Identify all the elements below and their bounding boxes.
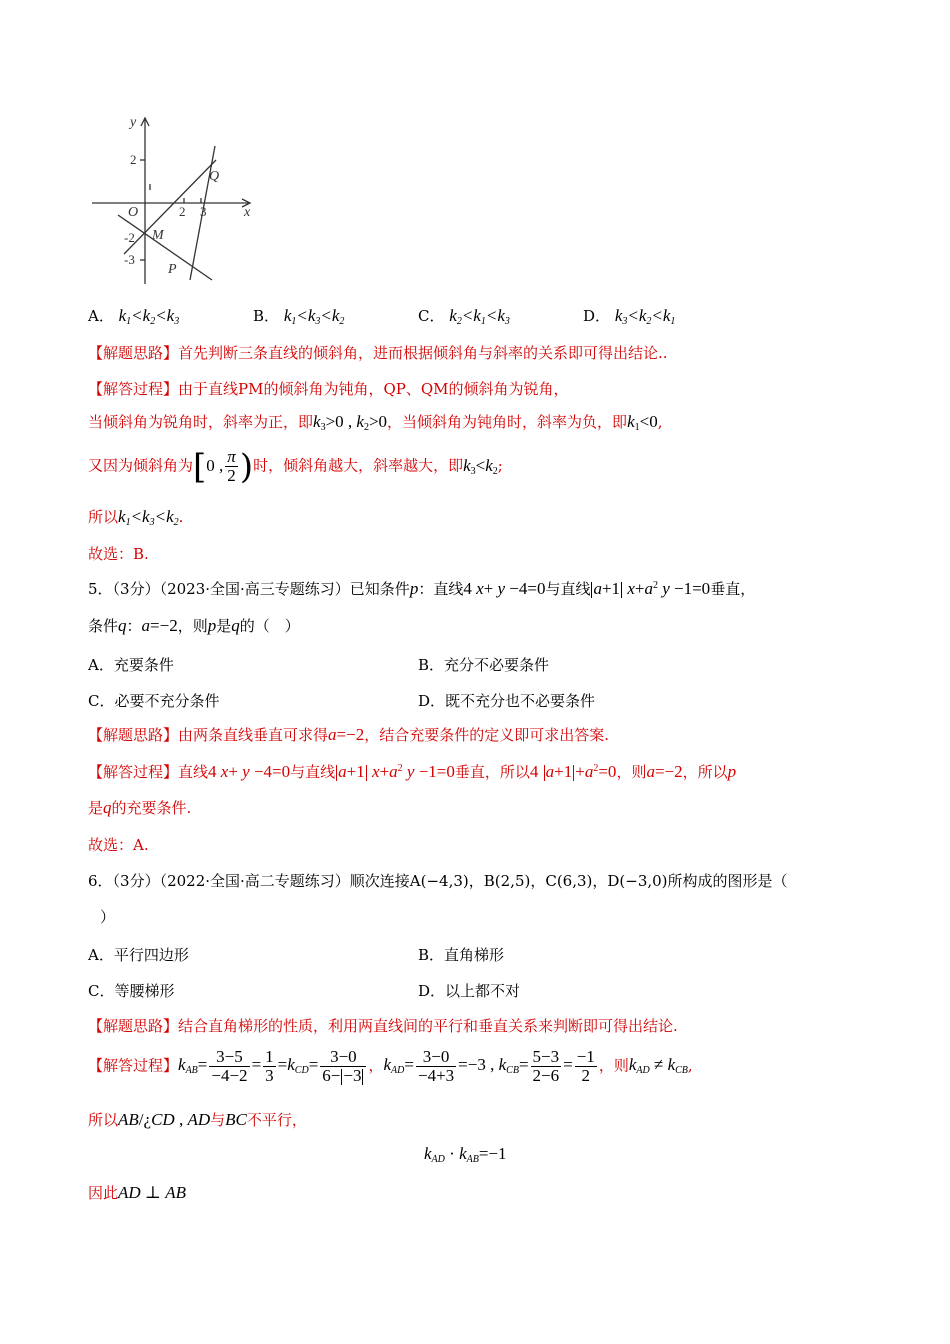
q4-option-c-letter: C． (418, 307, 445, 325)
q6-option-d-letter: D． (418, 982, 446, 1000)
q5-option-a-text: 充要条件 (113, 656, 174, 674)
q6-option-a-text: 平行四边形 (113, 946, 189, 964)
q5-option-c-letter: C． (88, 692, 115, 710)
tick-x-3: 3 (200, 204, 207, 219)
q4-option-b[interactable]: B． $k_1<k_3<k_2$ (253, 306, 345, 327)
q5-process-2: 是q的充要条件. (88, 798, 192, 817)
q5-option-a[interactable] (88, 654, 174, 675)
tick-y-minus-3: -3 (124, 252, 135, 267)
y-axis-label: y (130, 115, 137, 130)
q4-option-d-letter: D． (583, 307, 611, 325)
q4-option-b-letter: B． (253, 307, 280, 325)
q6-option-b[interactable] (418, 944, 504, 965)
q6-option-c[interactable] (88, 980, 175, 1001)
q5-stem-2: 条件q：a=−2，则p是q的（ ） (88, 616, 300, 635)
q5-option-b[interactable] (418, 654, 549, 675)
q6-option-b-letter: B． (418, 946, 445, 964)
q6-option-a[interactable] (88, 944, 189, 965)
q6-process-3: 因此AD ⊥ AB (88, 1183, 186, 1202)
q4-answer: 故选：B. (88, 545, 149, 563)
q6-stem-1: 6．（3分）（2022·全国·高二专题练习）顺次连接A(−4,3)，B(2,5)，C(6,3)，D(−3,0)所构成的图形是（ (88, 872, 788, 890)
coordinate-figure (88, 112, 268, 288)
point-m-label: M (152, 228, 164, 243)
q4-option-d[interactable]: D． $k_3<k_2<k_1$ (583, 306, 676, 327)
q4-process-2: 当倾斜角为锐角时，斜率为正，即$k_3>0$ , $k_2>0$，当倾斜角为钝角时，斜率为负，即$k_1<0$, (88, 412, 663, 433)
q6-equation: $k_{AD} \cdot k_{AB}=-1$ (424, 1144, 507, 1165)
q5-option-c[interactable] (88, 690, 220, 711)
q4-option-c[interactable]: C． $k_2<k_1<k_3$ (418, 306, 510, 327)
point-q-label: Q (209, 169, 220, 184)
q6-process-1: 【解答过程】$k_{AB}=$ $\frac{3-5}{-4-2}$ = $\frac{1}{3}$ $=k_{CD}=$ $\frac{3-0}{6- -3}$ ，$k_{AD}=$ $\frac{3-0}{-4+3}$ =−3 , $k_{CB}=$ $\frac{5-3}{2-6}$ = $\frac{-1}{2}$ ，则$k_{AD} \ne k_{CB}$, (88, 1047, 693, 1086)
tick-y-2: 2 (130, 152, 137, 167)
origin-label: O (128, 205, 139, 220)
q5-option-a-letter: A． (88, 656, 114, 674)
q5-option-b-text: 充分不必要条件 (444, 656, 550, 674)
q6-stem-2: ） (100, 908, 116, 926)
q4-option-a[interactable]: A． $k_1<k_2<k_3$ (88, 306, 180, 327)
q6-option-c-text: 等腰梯形 (114, 982, 175, 1000)
q6-option-c-letter: C． (88, 982, 115, 1000)
q6-idea: 【解题思路】结合直角梯形的性质，利用两直线间的平行和垂直关系来判断即可得出结论. (88, 1017, 678, 1035)
q5-stem-1: 5．（3分）（2023·全国·高三专题练习）已知条件p：直线4 x+ y −4=0与直线 a+1 $x+a^2$ y −1=0垂直， (88, 579, 756, 598)
q5-answer: 故选：A. (88, 836, 149, 854)
q5-option-d-text: 既不充分也不必要条件 (445, 692, 596, 710)
point-p-label: P (168, 262, 177, 277)
q6-option-d-text: 以上都不对 (445, 982, 521, 1000)
x-axis-label: x (244, 205, 251, 220)
q6-option-a-letter: A． (88, 946, 114, 964)
q4-process-3: 又因为倾斜角为[0 , $\frac{\pi}{2}$ )时，倾斜角越大，斜率越大，即$k_3<k_2$; (88, 446, 503, 487)
q5-option-b-letter: B． (418, 656, 445, 674)
q6-process-2: 所以AB/¿CD , AD与BC不平行， (88, 1110, 307, 1129)
q4-process-4: 所以$k_1<k_3<k_2$. (88, 507, 184, 528)
q5-process-1: 【解答过程】直线4 x+ y −4=0与直线 a+1 $x+a^2$ y −1=0垂直，所以4 $a+1 +a^2=0$，则a=−2，所以p (88, 762, 737, 781)
q5-option-d[interactable] (418, 690, 595, 711)
q5-option-d-letter: D． (418, 692, 446, 710)
tick-y-minus-2: -2 (124, 230, 135, 245)
tick-x-2: 2 (179, 204, 186, 219)
q5-option-c-text: 必要不充分条件 (114, 692, 220, 710)
q4-option-a-letter: A． (88, 307, 114, 325)
line-pm (118, 215, 212, 280)
q6-option-b-text: 直角梯形 (444, 946, 505, 964)
q4-idea: 【解题思路】首先判断三条直线的倾斜角，进而根据倾斜角与斜率的关系即可得出结论.. (88, 344, 668, 362)
q5-idea: 【解题思路】由两条直线垂直可求得a=−2，结合充要条件的定义即可求出答案. (88, 725, 609, 744)
q6-option-d[interactable] (418, 980, 520, 1001)
q4-process-1: 【解答过程】由于直线PM的倾斜角为钝角，QP、QM的倾斜角为锐角， (88, 380, 569, 398)
